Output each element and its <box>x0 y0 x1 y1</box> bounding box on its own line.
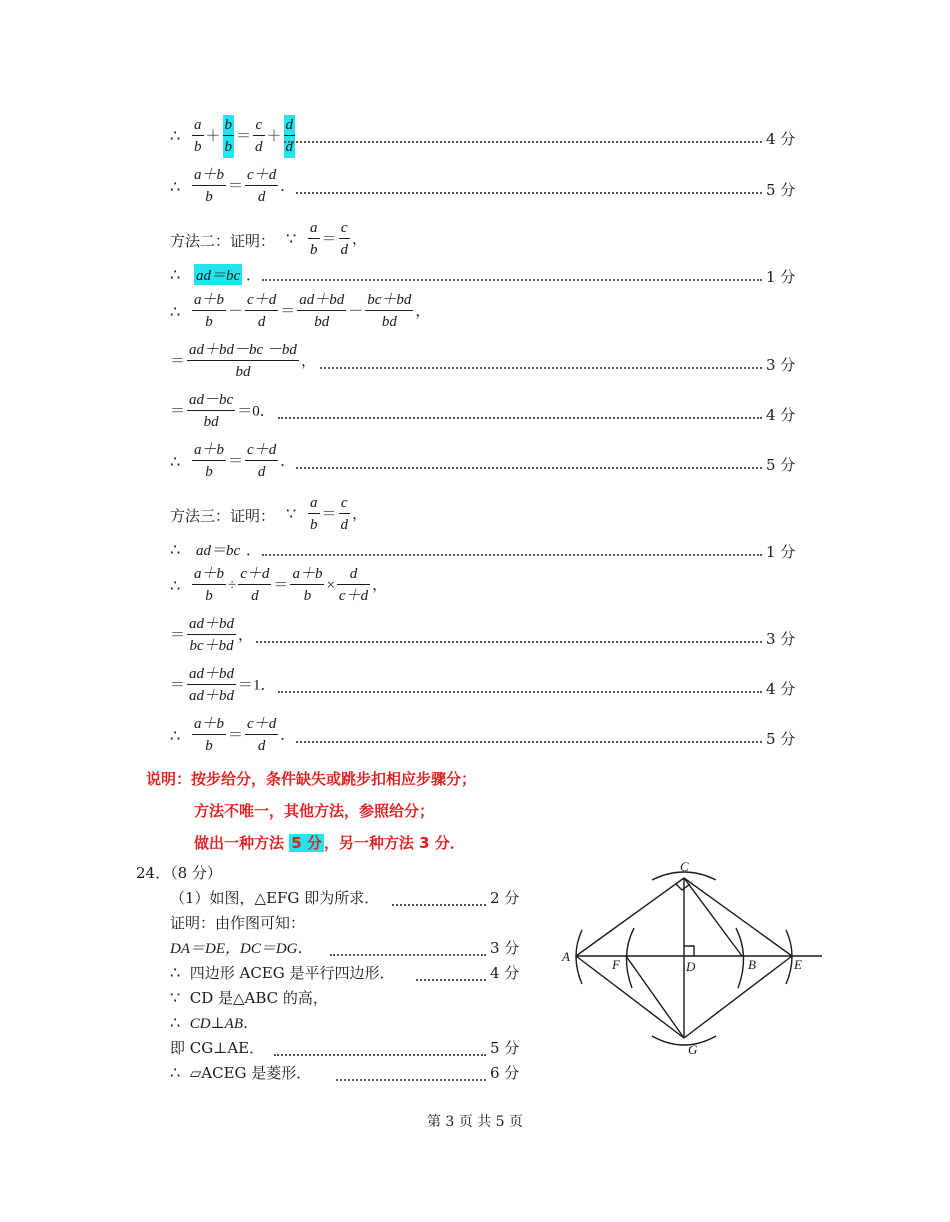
note-line-2: 方法不唯一，其他方法，参照给分； <box>194 802 435 820</box>
q24-line-8: ∴ ▱ACEG 是菱形． <box>170 1063 312 1082</box>
therefore-symbol: ∴ <box>170 540 181 559</box>
label-b: B <box>748 957 756 972</box>
equation: ＝ $\frac{ad+bd}{ad+bd}$ ＝1． <box>170 666 276 704</box>
dot-leader <box>296 741 762 743</box>
dot-leader <box>296 192 762 194</box>
score: 4 分 <box>766 406 796 424</box>
q24-line-5: ∵ CD 是△ABC 的高， <box>170 988 328 1007</box>
label-f: F <box>612 957 620 972</box>
dot-leader <box>262 554 762 556</box>
dot-leader <box>296 467 762 469</box>
label-a: A <box>562 949 570 964</box>
highlight: 5 分 <box>291 834 322 852</box>
because-symbol: ∵ <box>286 229 297 248</box>
score: 5 分 <box>490 1039 520 1057</box>
label-c: C <box>680 859 689 874</box>
note-line-1: 说明：按步给分，条件缺失或跳步扣相应步骤分； <box>146 770 477 788</box>
period: ． <box>246 543 262 559</box>
equation: $\frac{a+b}{b}$ ＝ $\frac{c+d}{d}$ ． <box>194 167 296 205</box>
score: 1 分 <box>766 268 796 286</box>
equation: ＝ $\frac{ad-bc}{bd}$ ＝0． <box>170 392 275 430</box>
therefore-symbol: ∴ <box>170 726 181 745</box>
method-label: 方法三：证明： <box>170 507 276 525</box>
equation: $\frac{a}{b}$ ＝ $\frac{c}{d}$ ， <box>310 495 368 533</box>
score: 4 分 <box>766 680 796 698</box>
page-footer: 第 3 页 共 5 页 <box>426 1114 524 1130</box>
dot-leader <box>278 691 762 693</box>
fraction: $\frac{d}{d}$ <box>284 115 296 158</box>
q24-line-1: （1）如图，△EFG 即为所求． <box>170 889 380 907</box>
dot-leader <box>284 141 762 143</box>
fraction: $\frac{b}{b}$ <box>223 115 235 158</box>
equation: ad＝bc <box>196 543 241 559</box>
label-e: E <box>794 957 802 972</box>
equation: $\frac{a+b}{b}$ ＝ $\frac{c+d}{d}$ ． <box>194 442 296 480</box>
equation-highlighted: ad＝bc <box>194 264 242 285</box>
therefore-symbol: ∴ <box>170 452 181 471</box>
label-g: G <box>688 1042 698 1057</box>
label-d: D <box>686 959 696 974</box>
dot-leader <box>278 417 762 419</box>
question-24-header: 24．（8 分） <box>136 864 222 882</box>
period: ． <box>246 268 262 284</box>
equation: $\frac{a+b}{b}$ ＝ $\frac{c+d}{d}$ ． <box>194 716 296 754</box>
score: 5 分 <box>766 181 796 199</box>
q24-line-4: ∴ 四边形 ACEG 是平行四边形． <box>170 963 395 982</box>
score: 3 分 <box>766 356 796 374</box>
fraction: $\frac{a}{b}$ <box>194 117 202 155</box>
q24-line-6: ∴ CD⊥AB． <box>170 1013 259 1032</box>
equation: ＝ $\frac{ad+bd-bc -bd}{bd}$ ， <box>170 342 316 380</box>
q24-line-7: 即 CG⊥AE． <box>170 1039 265 1057</box>
equation: $\frac{a}{b}$ ＝ $\frac{c}{d}$ ， <box>310 220 368 258</box>
dot-leader <box>256 641 762 643</box>
equation: $\frac{a}{b}$ ＋ $\frac{b}{b}$ ＝ $\frac{c}{d}$ ＋ $\frac{d}{d}$ <box>190 115 297 158</box>
dot-leader <box>262 279 762 281</box>
score: 4 分 <box>766 130 796 148</box>
score: 1 分 <box>766 543 796 561</box>
dot-leader <box>320 367 762 369</box>
dot-leader <box>336 1079 486 1081</box>
therefore-symbol: ∴ <box>170 265 181 284</box>
equation: ＝ $\frac{ad+bd}{bc+bd}$ ， <box>170 616 254 654</box>
q24-line-2: 证明：由作图可知： <box>170 914 306 932</box>
score: 3 分 <box>490 939 520 957</box>
score: 2 分 <box>490 889 520 907</box>
rhombus-construction-figure <box>556 856 826 1060</box>
therefore-symbol: ∴ <box>170 576 181 595</box>
dot-leader <box>330 954 486 956</box>
score: 5 分 <box>766 456 796 474</box>
score: 3 分 <box>766 630 796 648</box>
score: 4 分 <box>490 964 520 982</box>
equation: $\frac{a+b}{b}$ ÷ $\frac{c+d}{d}$ ＝ $\frac{a+b}{b}$ × $\frac{d}{c+d}$ ， <box>194 566 388 604</box>
fraction: $\frac{c}{d}$ <box>255 117 263 155</box>
note-line-3: 做出一种方法 5 分 ，另一种方法 3 分． <box>194 834 465 852</box>
therefore-symbol: ∴ <box>170 302 181 321</box>
score: 5 分 <box>766 730 796 748</box>
dot-leader <box>416 979 486 981</box>
method-label: 方法二：证明： <box>170 232 276 250</box>
score: 6 分 <box>490 1064 520 1082</box>
q24-line-3: DA＝DE，DC＝DG． <box>170 941 313 957</box>
dot-leader <box>274 1054 486 1056</box>
equation: $\frac{a+b}{b}$ － $\frac{c+d}{d}$ ＝ $\frac{ad+bd}{bd}$ － $\frac{bc+bd}{bd}$ ， <box>194 292 431 330</box>
therefore-symbol: ∴ <box>170 126 181 145</box>
therefore-symbol: ∴ <box>170 177 181 196</box>
because-symbol: ∵ <box>286 504 297 523</box>
dot-leader <box>392 904 486 906</box>
